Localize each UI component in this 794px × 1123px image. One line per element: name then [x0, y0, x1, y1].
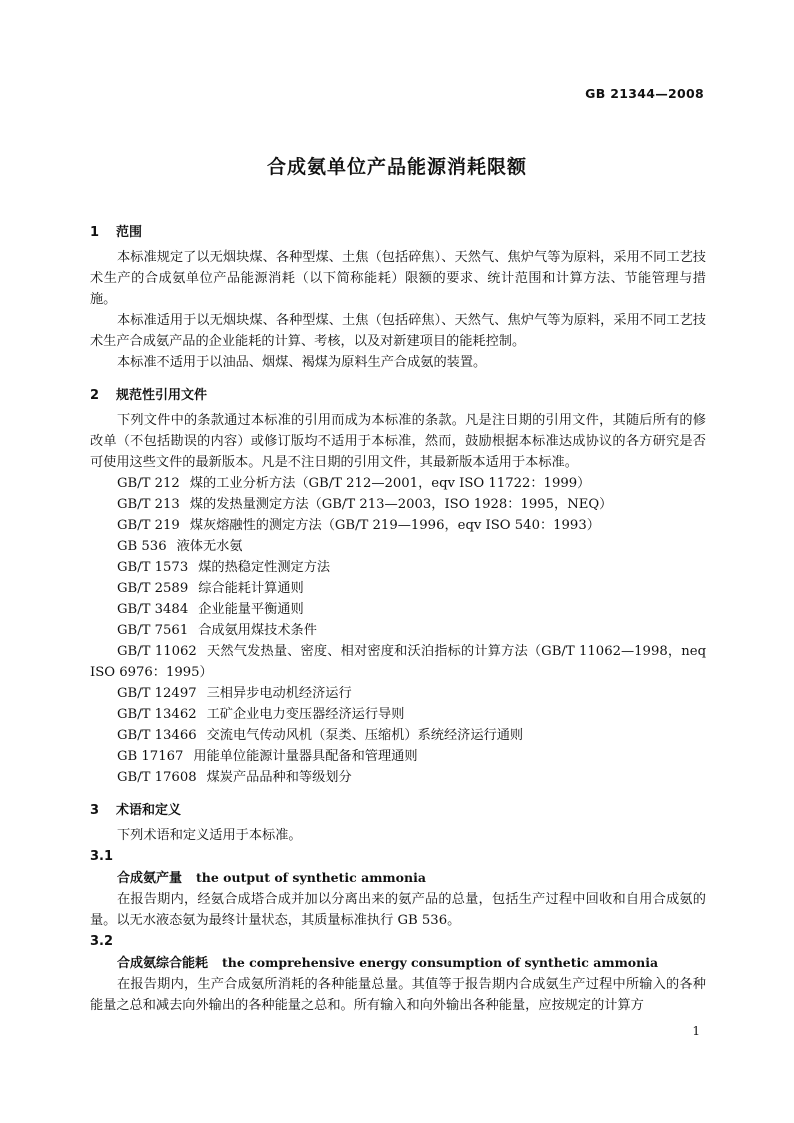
reference-title: 综合能耗计算通则: [198, 581, 304, 596]
reference-title: 液体无水氨: [176, 539, 243, 554]
reference-title: 三相异步电动机经济运行: [206, 686, 352, 701]
reference-code: GB/T 17608: [117, 770, 197, 785]
term-english: the output of synthetic ammonia: [196, 870, 426, 885]
reference-title: 用能单位能源计量器具配备和管理通则: [193, 749, 418, 764]
term-number: 3.2: [90, 934, 114, 949]
reference-code: GB/T 1573: [117, 560, 189, 575]
reference-title: 交流电气传动风机（泵类、压缩机）系统经济运行通则: [206, 728, 524, 743]
reference-code: GB/T 12497: [117, 686, 197, 701]
reference-code: GB/T 3484: [117, 602, 189, 617]
reference-item: [90, 536, 706, 557]
reference-code: GB/T 11062: [117, 644, 197, 659]
reference-item: [90, 515, 706, 536]
reference-item: [90, 683, 706, 704]
document-body: [90, 216, 706, 1016]
term-chinese: 合成氨综合能耗: [117, 956, 209, 971]
reference-item: [90, 620, 706, 641]
section-title: 范围: [116, 225, 143, 240]
reference-code: GB 536: [117, 539, 167, 554]
reference-code: GB/T 2589: [117, 581, 189, 596]
reference-item: [90, 704, 706, 725]
section-number: 3: [90, 803, 100, 818]
paragraph: 下列术语和定义适用于本标准。: [117, 828, 302, 843]
reference-item: [90, 494, 706, 515]
reference-title: 合成氨用煤技术条件: [198, 623, 317, 638]
standard-number: GB 21344—2008: [585, 86, 704, 101]
reference-title: 煤的工业分析方法（GB/T 212—2001，eqv ISO 11722：1999）: [189, 476, 591, 491]
reference-code: GB/T 13462: [117, 707, 197, 722]
reference-code: GB/T 212: [117, 476, 180, 491]
section-number: 1: [90, 225, 100, 240]
reference-item: [90, 746, 706, 767]
section-title: 术语和定义: [116, 803, 182, 818]
page-number: 1: [692, 1024, 700, 1038]
paragraph: 本标准规定了以无烟块煤、各种型煤、土焦（包括碎焦）、天然气、焦炉气等为原料，采用不同工艺技术生产的合成氨单位产品能源消耗（以下简称能耗）限额的要求、统计范围和计算方法、节能管理与措施。: [90, 250, 706, 307]
reference-title: 企业能量平衡通则: [198, 602, 304, 617]
section-3-heading: [90, 800, 706, 821]
section-title: 规范性引用文件: [116, 388, 208, 403]
reference-code: GB/T 213: [117, 497, 180, 512]
reference-item: [90, 599, 706, 620]
reference-title: 煤炭产品品种和等级划分: [206, 770, 352, 785]
reference-title: 煤的热稳定性测定方法: [198, 560, 331, 575]
term-english: the comprehensive energy consumption of synthetic ammonia: [222, 955, 659, 970]
reference-code: GB/T 13466: [117, 728, 197, 743]
reference-title: 天然气发热量、密度、相对密度和沃泊指标的计算方法（GB/T 11062—1998，neq ISO 6976：1995）: [90, 644, 707, 680]
reference-title: 煤的发热量测定方法（GB/T 213—2003，ISO 1928：1995，NEQ）: [189, 497, 613, 512]
term-number: 3.1: [90, 849, 114, 864]
reference-item: [90, 767, 706, 788]
reference-item: [90, 557, 706, 578]
reference-item: [90, 473, 706, 494]
reference-title: 工矿企业电力变压器经济运行导则: [206, 707, 405, 722]
term-heading: [90, 867, 706, 889]
paragraph: 下列文件中的条款通过本标准的引用而成为本标准的条款。凡是注日期的引用文件，其随后所有的修改单（不包括勘误的内容）或修订版均不适用于本标准，然而，鼓励根据本标准达成协议的各方研究是否可使用这些文件的最新版本。凡是不注日期的引用文件，其最新版本适用于本标准。: [90, 413, 706, 470]
section-1-heading: [90, 222, 706, 243]
reference-code: GB/T 7561: [117, 623, 189, 638]
term-definition: 在报告期内，经氨合成塔合成并加以分离出来的氨产品的总量，包括生产过程中回收和自用合成氨的量。以无水液态氨为最终计量状态，其质量标准执行 GB 536。: [90, 892, 706, 928]
section-2-heading: [90, 385, 706, 406]
section-number: 2: [90, 388, 100, 403]
document-title: 合成氨单位产品能源消耗限额: [266, 156, 527, 178]
reference-code: GB 17167: [117, 749, 184, 764]
paragraph: 本标准适用于以无烟块煤、各种型煤、土焦（包括碎焦）、天然气、焦炉气等为原料，采用不同工艺技术生产合成氨产品的企业能耗的计算、考核，以及对新建项目的能耗控制。: [90, 313, 706, 349]
paragraph: 本标准不适用于以油品、烟煤、褐煤为原料生产合成氨的装置。: [117, 355, 487, 370]
term-chinese: 合成氨产量: [117, 871, 183, 886]
reference-item: [90, 725, 706, 746]
reference-title: 煤灰熔融性的测定方法（GB/T 219—1996，eqv ISO 540：1993）: [189, 518, 600, 533]
reference-code: GB/T 219: [117, 518, 180, 533]
reference-item: [90, 641, 706, 683]
term-definition: 在报告期内，生产合成氨所消耗的各种能量总量。其值等于报告期内合成氨生产过程中所输入的各种能量之总和减去向外输出的各种能量之总和。所有输入和向外输出各种能量，应按规定的计算方: [90, 977, 706, 1013]
term-heading: [90, 952, 706, 974]
reference-item: [90, 578, 706, 599]
